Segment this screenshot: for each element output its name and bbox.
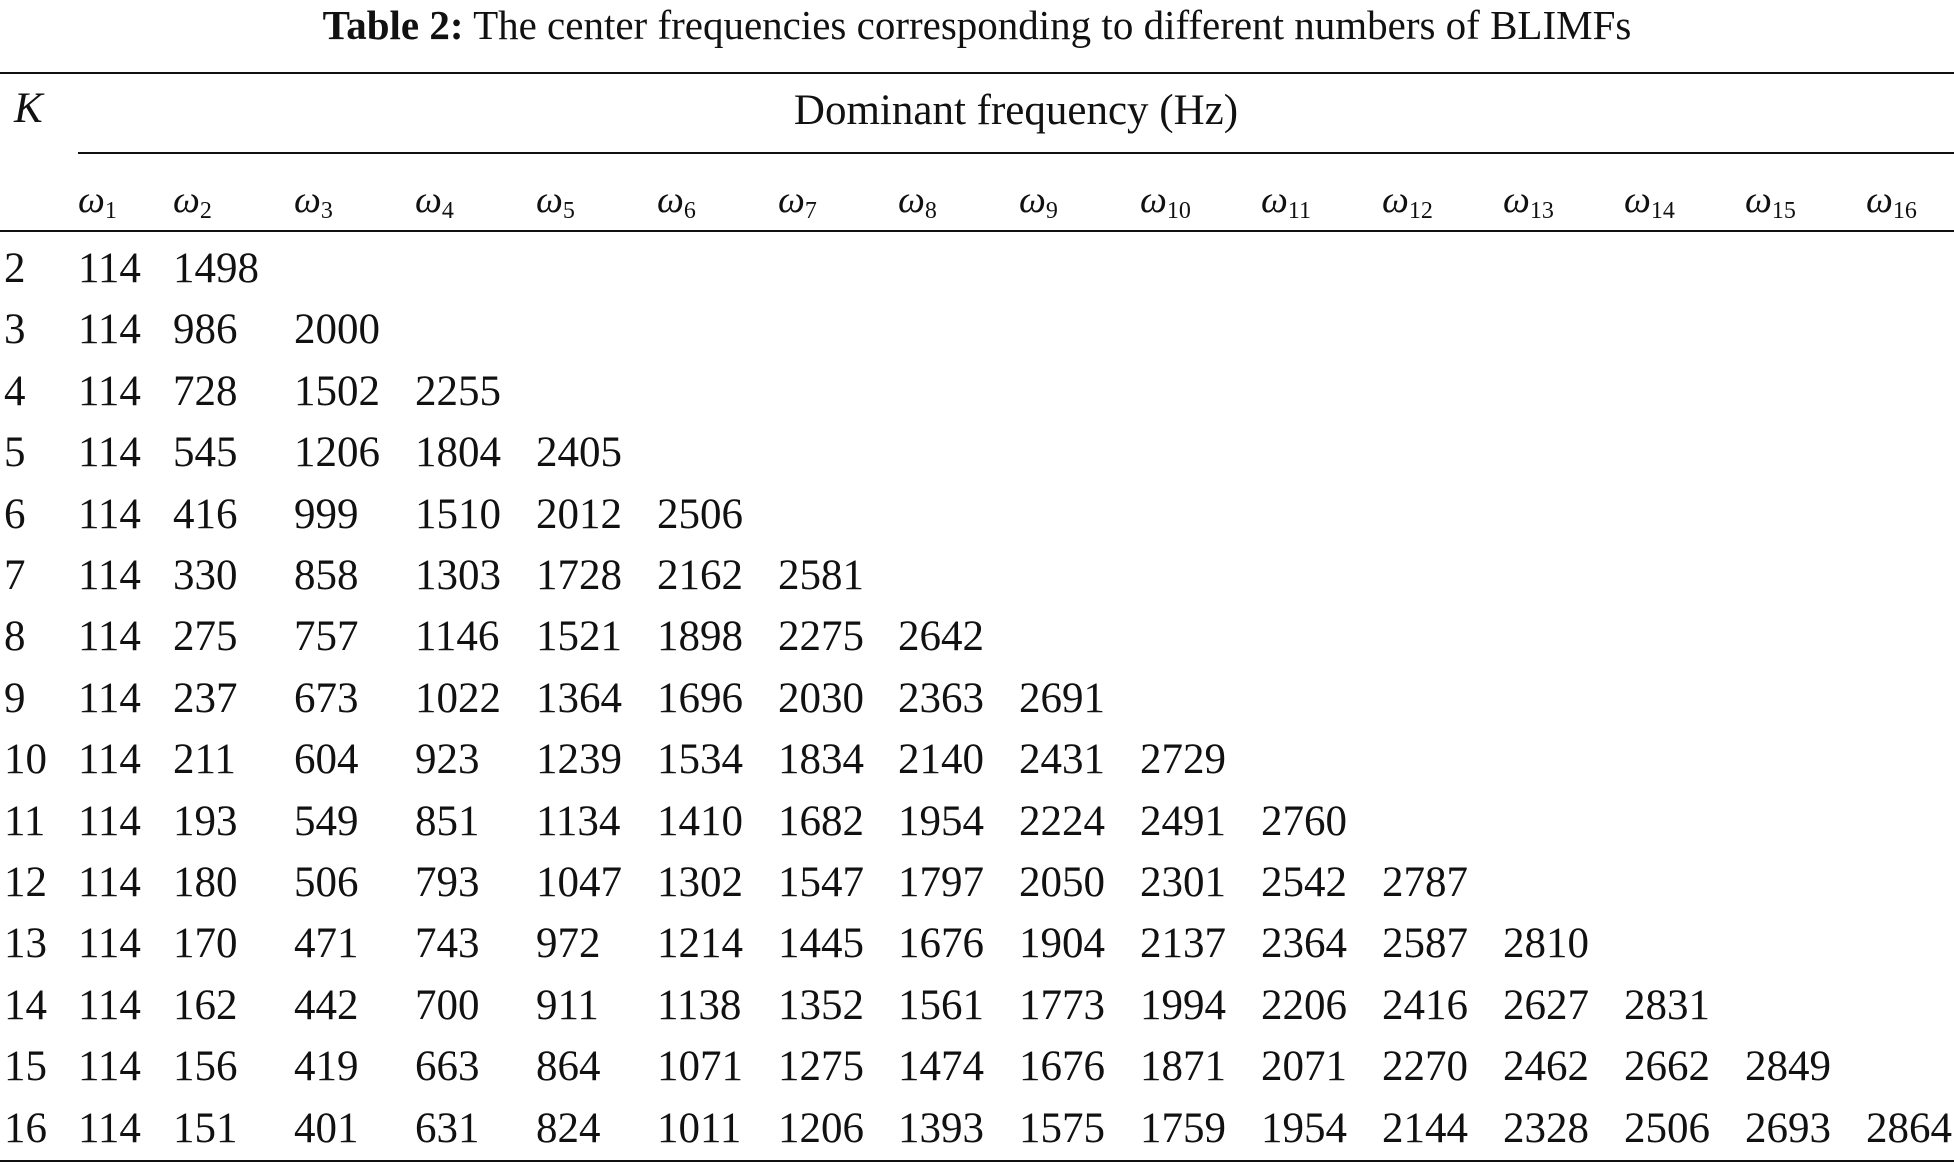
frequency-cell: 1302 [657,859,743,906]
frequency-cell: 2864 [1866,1104,1952,1152]
omega-subscript: 13 [1529,198,1554,224]
frequency-cell: 114 [78,736,141,784]
omega-header-6 [657,178,696,225]
frequency-cell: 506 [294,859,359,906]
frequency-cell: 972 [536,920,601,968]
frequency-cell: 114 [78,552,141,599]
omega-subscript: 8 [924,198,937,224]
bottom-rule [0,1160,1954,1162]
omega-subscript: 4 [441,198,454,224]
caption-text: The center frequencies corresponding to different numbers of BLIMFs [473,2,1632,48]
k-column-header: K [14,85,43,132]
frequency-cell: 1773 [1019,981,1105,1029]
omega-symbol: ω [415,179,442,221]
frequency-cell: 2255 [415,367,501,415]
frequency-cell: 1214 [657,920,743,968]
omega-symbol: ω [536,179,563,221]
frequency-cell: 2206 [1261,981,1347,1029]
omega-symbol: ω [1261,179,1288,221]
omega-symbol: ω [294,179,321,221]
frequency-cell: 2144 [1382,1104,1468,1152]
frequency-cell: 2275 [778,613,864,661]
frequency-cell: 673 [294,674,359,722]
header-bottom-rule [0,230,1954,232]
omega-symbol: ω [78,179,105,221]
frequency-cell: 401 [294,1104,359,1152]
frequency-cell: 1898 [657,613,743,661]
frequency-cell: 2642 [898,613,984,661]
omega-subscript: 3 [320,198,333,224]
frequency-cell: 2831 [1624,981,1710,1029]
omega-header-12 [1382,178,1433,225]
frequency-cell: 1797 [898,859,984,906]
frequency-cell: 923 [415,736,480,784]
frequency-cell: 2140 [898,736,984,784]
frequency-cell: 1474 [898,1043,984,1091]
frequency-cell: 1352 [778,981,864,1029]
k-cell: 8 [4,613,26,661]
frequency-cell: 416 [173,490,238,538]
frequency-cell: 1134 [536,797,621,845]
frequency-cell: 2787 [1382,859,1468,906]
omega-header-14 [1624,178,1675,225]
frequency-cell: 114 [78,797,141,845]
frequency-cell: 604 [294,736,359,784]
frequency-cell: 1071 [657,1043,743,1091]
frequency-cell: 2416 [1382,981,1468,1029]
omega-symbol: ω [1745,179,1772,221]
omega-header-2 [173,178,212,225]
frequency-cell: 2542 [1261,859,1347,906]
frequency-cell: 442 [294,981,359,1029]
omega-subscript: 1 [104,198,117,224]
frequency-cell: 743 [415,920,480,968]
frequency-cell: 193 [173,797,238,845]
omega-subscript: 10 [1166,198,1191,224]
caption-label: Table 2: [322,2,464,48]
frequency-cell: 2693 [1745,1104,1831,1152]
frequency-cell: 2224 [1019,797,1105,845]
frequency-cell: 2587 [1382,920,1468,968]
frequency-cell: 1138 [657,981,742,1029]
omega-header-13 [1503,178,1554,225]
k-cell: 9 [4,674,26,722]
frequency-cell: 114 [78,1043,141,1091]
frequency-cell: 793 [415,859,480,906]
frequency-cell: 1047 [536,859,622,906]
frequency-cell: 2301 [1140,859,1226,906]
frequency-cell: 1994 [1140,981,1226,1029]
frequency-cell: 1561 [898,981,984,1029]
frequency-cell: 757 [294,613,359,661]
frequency-cell: 2810 [1503,920,1589,968]
omega-header-9 [1019,178,1058,225]
k-cell: 5 [4,429,26,477]
k-cell: 10 [4,736,47,784]
omega-subscript: 7 [804,198,817,224]
frequency-cell: 2581 [778,552,864,599]
frequency-cell: 1011 [657,1104,742,1152]
frequency-cell: 1521 [536,613,622,661]
omega-subscript: 16 [1892,198,1917,224]
frequency-cell: 631 [415,1104,480,1152]
omega-subscript: 11 [1287,198,1311,224]
omega-subscript: 12 [1408,198,1433,224]
frequency-cell: 162 [173,981,238,1029]
frequency-cell: 2012 [536,490,622,538]
frequency-cell: 2030 [778,674,864,722]
frequency-cell: 1275 [778,1043,864,1091]
frequency-cell: 986 [173,306,238,354]
dominant-frequency-header: Dominant frequency (Hz) [793,87,1239,134]
omega-symbol: ω [1140,179,1167,221]
frequency-cell: 911 [536,981,599,1029]
frequency-cell: 1445 [778,920,864,968]
frequency-cell: 330 [173,552,238,599]
frequency-cell: 114 [78,613,141,661]
frequency-cell: 545 [173,429,238,477]
frequency-cell: 2000 [294,306,380,354]
k-cell: 15 [4,1043,47,1091]
frequency-cell: 864 [536,1043,601,1091]
omega-header-5 [536,178,575,225]
frequency-cell: 114 [78,367,141,415]
frequency-cell: 2071 [1261,1043,1347,1091]
omega-subscript: 5 [562,198,575,224]
frequency-cell: 1393 [898,1104,984,1152]
frequency-cell: 2050 [1019,859,1105,906]
frequency-cell: 2405 [536,429,622,477]
frequency-cell: 1804 [415,429,501,477]
omega-header-3 [294,178,333,225]
frequency-cell: 180 [173,859,238,906]
frequency-cell: 549 [294,797,359,845]
frequency-cell: 151 [173,1104,238,1152]
frequency-cell: 1364 [536,674,622,722]
frequency-cell: 1547 [778,859,864,906]
omega-header-4 [415,178,454,225]
frequency-cell: 858 [294,552,359,599]
frequency-cell: 1954 [1261,1104,1347,1152]
table-caption [0,0,1954,58]
omega-subscript: 9 [1045,198,1058,224]
frequency-cell: 2162 [657,552,743,599]
omega-subscript: 15 [1771,198,1796,224]
frequency-cell: 1206 [778,1104,864,1152]
frequency-cell: 2462 [1503,1043,1589,1091]
frequency-cell: 114 [78,306,141,354]
omega-symbol: ω [173,179,200,221]
frequency-cell: 114 [78,674,141,722]
frequency-cell: 419 [294,1043,359,1091]
frequency-cell: 1239 [536,736,622,784]
frequency-cell: 114 [78,920,141,968]
frequency-cell: 275 [173,613,238,661]
frequency-cell: 2328 [1503,1104,1589,1152]
frequency-cell: 2431 [1019,736,1105,784]
frequency-cell: 2849 [1745,1043,1831,1091]
omega-header-10 [1140,178,1191,225]
omega-symbol: ω [898,179,925,221]
frequency-cell: 1834 [778,736,864,784]
frequency-cell: 114 [78,1104,141,1152]
frequency-cell: 1728 [536,552,622,599]
frequency-cell: 1534 [657,736,743,784]
frequency-cell: 2364 [1261,920,1347,968]
frequency-cell: 2691 [1019,674,1105,722]
omega-symbol: ω [1624,179,1651,221]
k-cell: 3 [4,306,26,354]
k-cell: 14 [4,981,47,1029]
omega-symbol: ω [1866,179,1893,221]
omega-header-11 [1261,178,1311,225]
omega-header-8 [898,178,937,225]
frequency-cell: 2491 [1140,797,1226,845]
group-header-rule [78,152,1954,154]
k-cell: 11 [4,797,46,845]
frequency-cell: 2627 [1503,981,1589,1029]
frequency-cell: 1410 [657,797,743,845]
frequency-cell: 1575 [1019,1104,1105,1152]
frequency-cell: 471 [294,920,359,968]
frequency-cell: 2363 [898,674,984,722]
frequency-cell: 2137 [1140,920,1226,968]
frequency-cell: 114 [78,429,141,477]
frequency-cell: 1498 [173,245,259,292]
omega-header-7 [778,178,817,225]
frequency-cell: 700 [415,981,480,1029]
frequency-cell: 1904 [1019,920,1105,968]
omega-symbol: ω [1019,179,1046,221]
frequency-cell: 114 [78,981,141,1029]
k-cell: 16 [4,1104,47,1152]
frequency-cell: 156 [173,1043,238,1091]
frequency-cell: 1682 [778,797,864,845]
frequency-cell: 211 [173,736,236,784]
frequency-cell: 114 [78,245,141,292]
frequency-cell: 114 [78,859,141,906]
frequency-cell: 1954 [898,797,984,845]
k-cell: 13 [4,920,47,968]
omega-header-1 [78,178,117,225]
frequency-cell: 2662 [1624,1043,1710,1091]
frequency-cell: 237 [173,674,238,722]
k-cell: 2 [4,245,26,292]
frequency-cell: 2270 [1382,1043,1468,1091]
frequency-cell: 1206 [294,429,380,477]
frequency-cell: 2506 [657,490,743,538]
frequency-cell: 1676 [1019,1043,1105,1091]
omega-symbol: ω [1503,179,1530,221]
k-cell: 6 [4,490,26,538]
omega-header-16 [1866,178,1917,225]
omega-subscript: 14 [1650,198,1675,224]
frequency-cell: 999 [294,490,359,538]
top-rule [0,72,1954,74]
omega-symbol: ω [778,179,805,221]
frequency-cell: 851 [415,797,480,845]
frequency-cell: 1696 [657,674,743,722]
frequency-cell: 1303 [415,552,501,599]
k-cell: 4 [4,367,26,415]
frequency-cell: 1676 [898,920,984,968]
frequency-cell: 2729 [1140,736,1226,784]
omega-subscript: 2 [199,198,212,224]
frequency-cell: 1510 [415,490,501,538]
frequency-cell: 1759 [1140,1104,1226,1152]
frequency-cell: 1502 [294,367,380,415]
frequency-cell: 824 [536,1104,601,1152]
frequency-cell: 114 [78,490,141,538]
frequency-cell: 728 [173,367,238,415]
frequency-cell: 663 [415,1043,480,1091]
k-cell: 12 [4,859,47,906]
omega-subscript: 6 [683,198,696,224]
omega-symbol: ω [1382,179,1409,221]
frequency-cell: 2760 [1261,797,1347,845]
frequency-cell: 170 [173,920,238,968]
omega-header-15 [1745,178,1796,225]
frequency-cell: 1146 [415,613,500,661]
k-cell: 7 [4,552,26,599]
frequency-cell: 1871 [1140,1043,1226,1091]
omega-symbol: ω [657,179,684,221]
frequency-cell: 2506 [1624,1104,1710,1152]
frequency-cell: 1022 [415,674,501,722]
